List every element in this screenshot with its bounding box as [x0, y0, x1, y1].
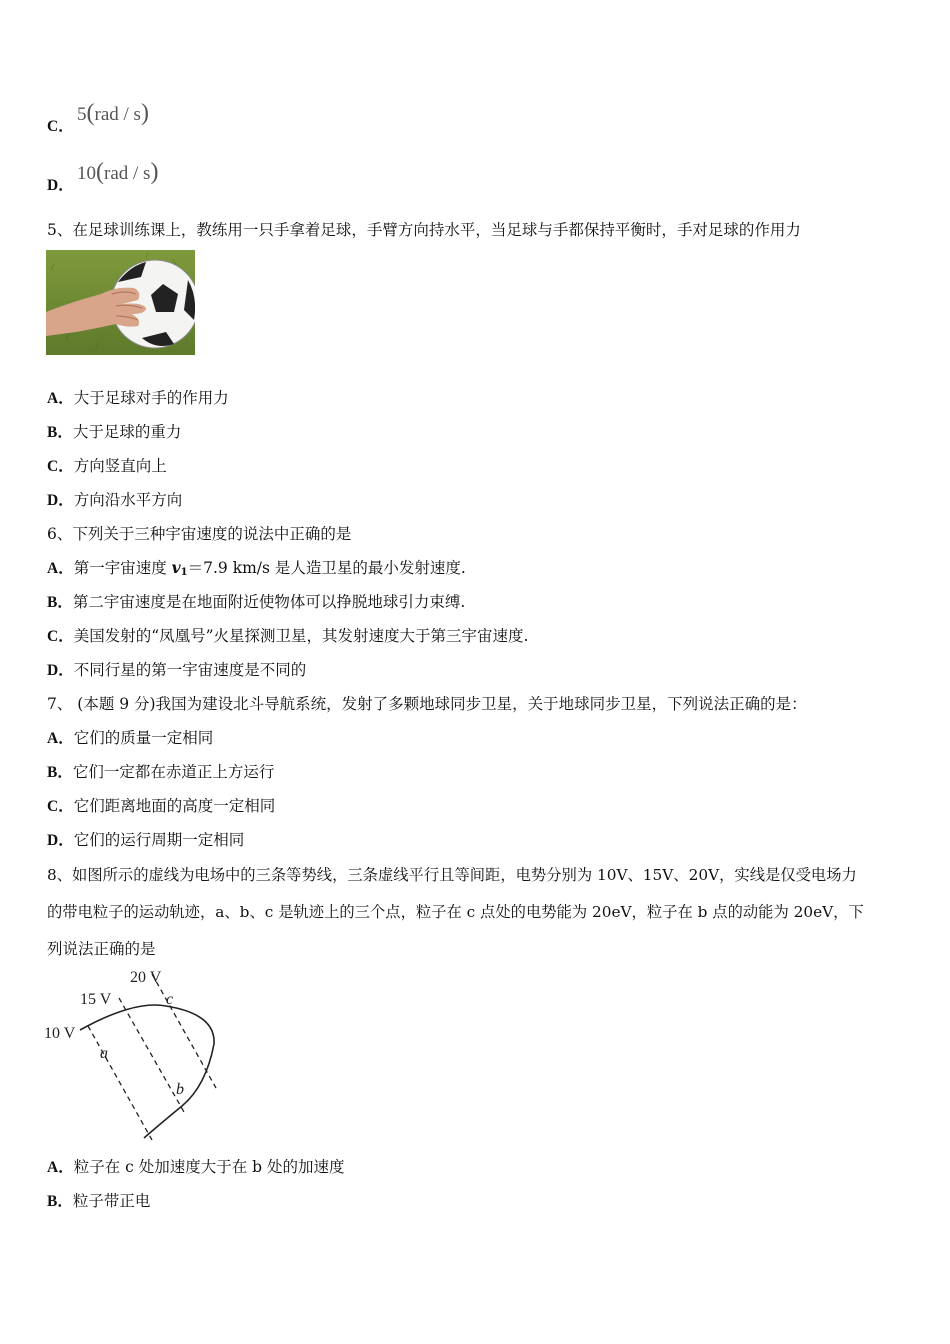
option-label: C．	[47, 798, 74, 815]
q6-option-c	[47, 626, 528, 647]
q5-option-c	[47, 456, 167, 477]
formula-unit: rad / s	[94, 104, 141, 125]
formula-unit: rad / s	[104, 163, 151, 184]
option-label: D．	[47, 177, 74, 194]
option-text: 粒子带正电	[72, 1192, 151, 1210]
label-15v: 15 V	[80, 991, 112, 1008]
option-label: D．	[47, 492, 74, 509]
option-text: 它们的质量一定相同	[73, 729, 214, 747]
q6-stem: 6、下列关于三种宇宙速度的说法中正确的是	[47, 525, 352, 543]
option-label: A．	[47, 560, 74, 577]
q4-option-d-formula	[77, 159, 158, 186]
formula-number: 5	[77, 104, 87, 125]
option-text: 第二宇宙速度是在地面附近使物体可以挣脱地球引力束缚.	[72, 593, 466, 611]
q6-option-b	[47, 592, 465, 613]
equipotential-line-15v	[119, 998, 184, 1112]
q5-option-d	[47, 490, 182, 511]
option-text: 不同行星的第一宇宙速度是不同的	[73, 661, 307, 679]
q4-option-d	[47, 175, 74, 196]
option-text-pre: 第一宇宙速度	[73, 559, 172, 577]
label-10v: 10 V	[44, 1025, 76, 1042]
option-text: 大于足球的重力	[72, 423, 182, 441]
paren-close: )	[150, 159, 159, 185]
equipotential-diagram	[44, 966, 219, 1142]
option-label: A．	[47, 730, 74, 747]
q7-stem: 7、 (本题 9 分)我国为建设北斗导航系统，发射了多颗地球同步卫星，关于地球同步卫星，下列说法正确的是：	[47, 695, 807, 713]
option-label: B．	[47, 424, 73, 441]
paren-close: )	[140, 100, 149, 126]
point-a-label: a	[100, 1045, 108, 1062]
option-label: C．	[47, 118, 74, 135]
point-c-label: c	[166, 991, 174, 1008]
option-text: 大于足球对手的作用力	[73, 389, 229, 407]
q6-option-a	[47, 558, 466, 583]
option-label: B．	[47, 594, 73, 611]
q5-option-a	[47, 388, 229, 409]
q8-option-a	[47, 1157, 345, 1178]
option-text: 方向沿水平方向	[73, 491, 183, 509]
option-text: 它们距离地面的高度一定相同	[73, 797, 276, 815]
option-text-post: ＝7.9 km/s 是人造卫星的最小发射速度.	[187, 559, 466, 577]
option-label: B．	[47, 764, 73, 781]
q6-option-d	[47, 660, 306, 681]
q7-option-b	[47, 762, 274, 783]
option-label: D．	[47, 832, 74, 849]
option-label: A．	[47, 390, 74, 407]
option-label: D．	[47, 662, 74, 679]
q5-option-b	[47, 422, 181, 443]
q8-option-b	[47, 1191, 150, 1212]
option-text: 粒子在 c 处加速度大于在 b 处的加速度	[73, 1158, 345, 1176]
option-text: 它们的运行周期一定相同	[73, 831, 245, 849]
q4-option-c-formula	[77, 100, 149, 127]
label-20v: 20 V	[130, 969, 162, 986]
formula-number: 10	[77, 163, 96, 184]
q7-option-d	[47, 830, 244, 851]
velocity-symbol: v	[171, 558, 181, 577]
point-b-label: b	[176, 1081, 184, 1098]
option-label: C．	[47, 628, 74, 645]
q8-stem-line-2: 的带电粒子的运动轨迹，a、b、c 是轨迹上的三个点，粒子在 c 点处的电势能为 20eV，粒子在 b 点的动能为 20eV，下	[47, 903, 864, 921]
q8-stem-line-1: 8、如图所示的虚线为电场中的三条等势线，三条虚线平行且等间距，电势分别为 10V、15V、20V，实线是仅受电场力	[47, 866, 857, 884]
option-text: 它们一定都在赤道正上方运行	[72, 763, 275, 781]
q7-option-c	[47, 796, 275, 817]
soccer-ball-photo	[46, 250, 195, 355]
paren-open: (	[96, 159, 104, 185]
option-label: A．	[47, 1159, 74, 1176]
q8-stem-line-3: 列说法正确的是	[47, 940, 156, 958]
option-label: C．	[47, 458, 74, 475]
option-text: 方向竖直向上	[73, 457, 167, 475]
q7-option-a	[47, 728, 213, 749]
paren-open: (	[86, 100, 95, 126]
q4-option-c	[47, 116, 74, 137]
option-label: B．	[47, 1193, 73, 1210]
q5-stem: 5、在足球训练课上，教练用一只手拿着足球，手臂方向持水平，当足球与手都保持平衡时，手对足球的作用力	[47, 221, 801, 239]
particle-trajectory	[80, 1005, 214, 1138]
equipotential-line-10v	[88, 1026, 152, 1140]
velocity-subscript: 1	[180, 567, 188, 578]
option-text: 美国发射的“凤凰号”火星探测卫星，其发射速度大于第三宇宙速度.	[73, 627, 529, 645]
